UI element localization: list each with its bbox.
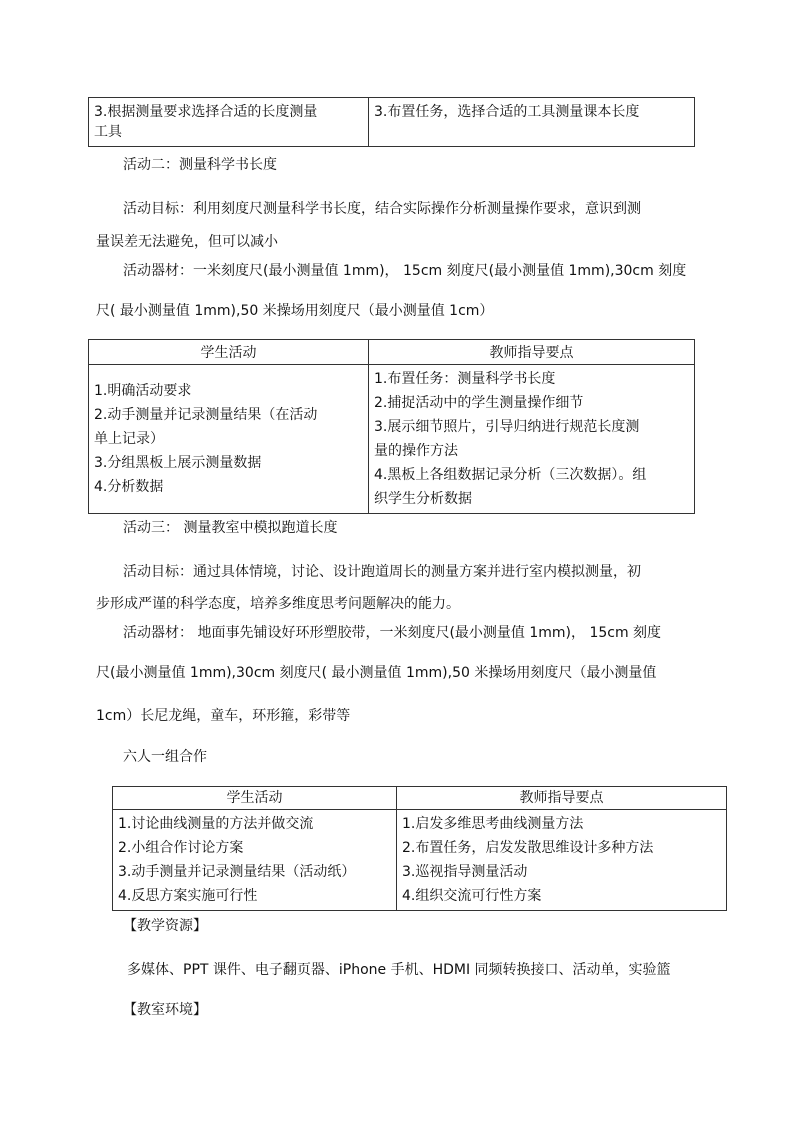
cell-line: 工具 — [94, 124, 122, 140]
column-header-student: 学生活动 — [89, 340, 369, 365]
table-cell-student — [113, 810, 397, 911]
table-cell-student — [89, 365, 369, 514]
cell-line: 3.动手测量并记录测量结果（活动纸） — [118, 864, 356, 880]
cell-line: 2.动手测量并记录测量结果（在活动 — [94, 407, 318, 423]
activity3-equipment-line2: 尺(最小测量值 1mm),30cm 刻度尺( 最小测量值 1mm),50 米操场用刻度尺（最小测量值 — [96, 665, 657, 681]
cell-line: 织学生分析数据 — [374, 491, 472, 507]
cell-line: 量的操作方法 — [374, 443, 458, 459]
table-cell-teacher — [369, 98, 695, 147]
table-header-row — [89, 340, 695, 365]
activity3-goal-line1: 活动目标：通过具体情境，讨论、设计跑道周长的测量方案并进行室内模拟测量，初 — [123, 564, 641, 580]
column-header-teacher: 教师指导要点 — [369, 340, 695, 365]
cell-line: 3.巡视指导测量活动 — [402, 864, 528, 880]
resources-heading: 【教学资源】 — [123, 918, 207, 934]
table-row — [113, 810, 727, 911]
cell-line: 2.布置任务，启发发散思维设计多种方法 — [402, 840, 654, 856]
activity2-title: 活动二：测量科学书长度 — [123, 157, 277, 173]
cell-line: 3.布置任务，选择合适的工具测量课本长度 — [374, 104, 640, 120]
activity3-title: 活动三： 测量教室中模拟跑道长度 — [123, 520, 338, 536]
activity2-goal-line2: 量误差无法避免，但可以减小 — [96, 234, 278, 250]
cell-line: 4.组织交流可行性方案 — [402, 888, 542, 904]
column-header-teacher: 教师指导要点 — [397, 787, 727, 810]
activity2-goal-line1: 活动目标：利用刻度尺测量科学书长度，结合实际操作分析测量操作要求，意识到测 — [123, 201, 641, 217]
activity2-equipment-line2: 尺( 最小测量值 1mm),50 米操场用刻度尺（最小测量值 1cm） — [96, 303, 494, 319]
cell-line: 3.展示细节照片，引导归纳进行规范长度测 — [374, 419, 640, 435]
cell-line: 1.明确活动要求 — [94, 383, 192, 399]
resources-text: 多媒体、PPT 课件、电子翻页器、iPhone 手机、HDMI 同频转换接口、活动单，实验篮 — [127, 962, 671, 978]
activity3-goal-line2: 步形成严谨的科学态度，培养多维度思考问题解决的能力。 — [96, 596, 460, 612]
activity3-grouping: 六人一组合作 — [123, 749, 207, 765]
cell-line: 2.小组合作讨论方案 — [118, 840, 244, 856]
cell-line: 1.启发多维思考曲线测量方法 — [402, 816, 584, 832]
cell-line: 1.布置任务：测量科学书长度 — [374, 371, 556, 387]
cell-line: 单上记录） — [94, 431, 164, 447]
table-row — [89, 365, 695, 514]
cell-line: 3.根据测量要求选择合适的长度测量 — [94, 104, 318, 120]
activity3-table — [112, 786, 727, 911]
cell-line: 4.分析数据 — [94, 479, 164, 495]
table-cell-student — [89, 98, 369, 147]
cell-line: 3.分组黑板上展示测量数据 — [94, 455, 262, 471]
table-header-row — [113, 787, 727, 810]
activity2-equipment-line1: 活动器材：一米刻度尺(最小测量值 1mm)， 15cm 刻度尺(最小测量值 1mm),30cm 刻度 — [123, 263, 687, 279]
table-1 — [88, 97, 695, 147]
cell-line: 4.黑板上各组数据记录分析（三次数据）。组 — [374, 467, 647, 483]
column-header-student: 学生活动 — [113, 787, 397, 810]
activity2-table — [88, 339, 695, 514]
cell-line: 2.捕捉活动中的学生测量操作细节 — [374, 395, 584, 411]
activity3-equipment-line1: 活动器材： 地面事先铺设好环形塑胶带，一米刻度尺(最小测量值 1mm)， 15cm 刻度 — [123, 625, 662, 641]
activity3-equipment-line3: 1cm）长尼龙绳，童车，环形箍，彩带等 — [96, 708, 351, 724]
table-cell-teacher — [397, 810, 727, 911]
table-cell-teacher — [369, 365, 695, 514]
table-row — [89, 98, 695, 147]
cell-line: 4.反思方案实施可行性 — [118, 888, 258, 904]
environment-heading: 【教室环境】 — [123, 1002, 207, 1018]
cell-line: 1.讨论曲线测量的方法并做交流 — [118, 816, 314, 832]
